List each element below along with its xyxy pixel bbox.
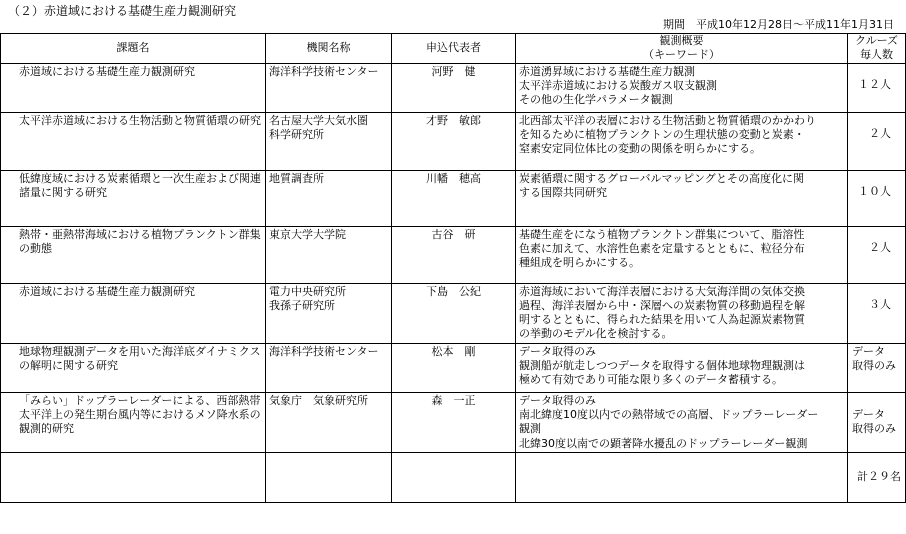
cruise-count: ２人 (869, 240, 891, 254)
cruise-count-cell (848, 283, 906, 343)
representative-cell: 森 一正 (392, 392, 516, 452)
org-cell (266, 63, 392, 112)
org-line: 名古屋大学大気水圏 (269, 113, 368, 127)
header-rep: 申込代表者 (392, 34, 516, 64)
summary-line: その他の生化学パラメータ観測 (519, 93, 673, 107)
cruise-count: データ (852, 408, 885, 422)
topic-cell (1, 63, 266, 112)
summary-line: 窒素安定同位体比の変動の関係を明らかにする。 (519, 142, 761, 156)
header-summary-line1: 観測概要 (659, 34, 704, 47)
summary-cell (516, 283, 848, 343)
representative-cell: 古谷 研 (392, 226, 516, 283)
summary-cell (516, 63, 848, 112)
cruise-count-cell (848, 343, 906, 392)
topic-name: 赤道域における基礎生産力観測研究 (19, 284, 195, 298)
summary-line: 観測 (519, 422, 541, 436)
summary-line: 明するとともに、得られた結果を用いて人為起源炭素物質 (519, 313, 805, 327)
summary-line: データ取得のみ (519, 344, 596, 358)
topic-name: 熱帯・亜熱帯海域における植物プランクトン群集の動態 (19, 227, 261, 255)
summary-line: 赤道海域において海洋表層における大気海洋間の気体交換 (519, 284, 805, 298)
summary-line: 観測船が航走しつつデータを取得する個体地球物理観測は (519, 359, 805, 373)
topic-cell (1, 170, 266, 226)
header-summary (516, 34, 848, 64)
org-line: 東京大学大学院 (269, 227, 346, 241)
summary-line: 北西部太平洋の表層における生物活動と物質循環のかかわり (519, 113, 816, 127)
cruise-count-cell (848, 226, 906, 283)
cruise-count: １０人 (858, 184, 891, 198)
row-number (3, 228, 19, 242)
summary-line: 赤道湧昇域における基礎生産力観測 (519, 64, 695, 78)
empty-cell (266, 452, 392, 502)
table-row (1, 63, 906, 112)
header-topic: 課題名 (1, 34, 266, 64)
summary-cell (516, 343, 848, 392)
summary-line: 種組成を明らかにする。 (519, 256, 640, 270)
topic-cell (1, 343, 266, 392)
row-number (3, 114, 19, 128)
summary-line: 基礎生産をになう植物プランクトン群集について、脂溶性 (519, 227, 805, 241)
empty-cell (392, 452, 516, 502)
row-number (3, 345, 19, 359)
summary-line: 過程、海洋表層から中・深層への炭素物質の移動過程を解 (519, 298, 805, 312)
cruise-count: ２人 (869, 126, 891, 140)
row-number (3, 65, 19, 79)
cruise-count-cell (848, 170, 906, 226)
org-cell (266, 170, 392, 226)
table-row (1, 283, 906, 343)
topic-cell (1, 392, 266, 452)
representative-cell: 才野 敏郎 (392, 112, 516, 170)
cruise-count-cell (848, 63, 906, 112)
representative-cell: 下島 公紀 (392, 283, 516, 343)
total-row (1, 452, 906, 502)
row-number (3, 394, 19, 408)
summary-line: 色素に加えて、水溶性色素を定量するとともに、粒径分布 (519, 241, 805, 255)
org-line: 気象庁 気象研究所 (269, 393, 368, 407)
header-summary-line2: （キーワード） (643, 48, 720, 62)
summary-line: 北緯30度以南での顕著降水擾乱のドップラーレーダー観測 (519, 436, 808, 450)
representative-cell: 松本 剛 (392, 343, 516, 392)
cruise-count: ３人 (869, 297, 891, 311)
topic-cell (1, 226, 266, 283)
cruise-count: データ (852, 344, 885, 358)
summary-cell (516, 170, 848, 226)
topic-cell (1, 112, 266, 170)
summary-line: する国際共同研究 (519, 185, 607, 199)
cruise-count-cell (848, 392, 906, 452)
org-cell (266, 283, 392, 343)
header-cruise-line2: 毎人数 (860, 48, 893, 62)
summary-line: 南北緯度10度以内での熱帯域での高層、ドップラーレーダー (519, 408, 819, 422)
topic-name: 赤道域における基礎生産力観測研究 (19, 64, 195, 78)
summary-line: の挙動のモデル化を検討する。 (519, 327, 673, 341)
summary-line: データ取得のみ (519, 393, 596, 407)
org-line: 海洋科学技術センター (269, 64, 379, 78)
cruise-count: 取得のみ (852, 422, 896, 436)
cruise-count-cell (848, 112, 906, 170)
representative-cell: 河野 健 (392, 63, 516, 112)
row-number (3, 172, 19, 186)
table-row (1, 112, 906, 170)
table-row (1, 343, 906, 392)
topic-name: 低緯度域における炭素循環と一次生産および関連諸量に関する研究 (19, 171, 261, 199)
document-title: （２）赤道域における基礎生産力観測研究 (8, 4, 237, 18)
header-cruise (848, 34, 906, 64)
research-table (0, 33, 906, 503)
total-count: 計２９名 (848, 452, 906, 502)
org-line: 我孫子研究所 (269, 298, 335, 312)
header-org: 機関名称 (266, 34, 392, 64)
org-line: 科学研究所 (269, 127, 324, 141)
summary-cell (516, 226, 848, 283)
cruise-count: 取得のみ (852, 359, 896, 373)
org-line: 地質調査所 (269, 171, 324, 185)
summary-line: を知るために植物プランクトンの生理状態の変動と炭素・ (519, 127, 805, 141)
table-header-row (1, 34, 906, 64)
summary-line: 極めて有効であり可能な限り多くのデータ蓄積する。 (519, 373, 783, 387)
table-row (1, 392, 906, 452)
org-cell (266, 226, 392, 283)
header-cruise-line1: クルーズ (854, 34, 899, 47)
org-cell (266, 112, 392, 170)
cruise-count: １２人 (858, 77, 891, 91)
summary-line: 炭素循環に関するグローバルマッピングとその高度化に関 (519, 171, 805, 185)
topic-name: 「みらい」ドップラーレーダーによる、西部熱帯太平洋上の発生期台風内等におけるメソ降水系の観測的研究 (19, 393, 261, 436)
row-number (3, 285, 19, 299)
org-line: 電力中央研究所 (269, 284, 346, 298)
summary-cell (516, 112, 848, 170)
topic-name: 地球物理観測データを用いた海洋底ダイナミクスの解明に関する研究 (19, 344, 261, 373)
empty-cell (516, 452, 848, 502)
topic-name: 太平洋赤道域における生物活動と物質循環の研究 (19, 113, 261, 127)
org-line: 海洋科学技術センター (269, 344, 379, 358)
representative-cell: 川幡 穂高 (392, 170, 516, 226)
summary-cell (516, 392, 848, 452)
summary-line: 太平洋赤道域における炭酸ガス収支観測 (519, 78, 717, 92)
observation-period: 期間 平成10年12月28日～平成11年1月31日 (663, 18, 894, 31)
org-cell (266, 392, 392, 452)
topic-cell (1, 283, 266, 343)
table-row (1, 170, 906, 226)
org-cell (266, 343, 392, 392)
table-row (1, 226, 906, 283)
empty-cell (1, 452, 266, 502)
